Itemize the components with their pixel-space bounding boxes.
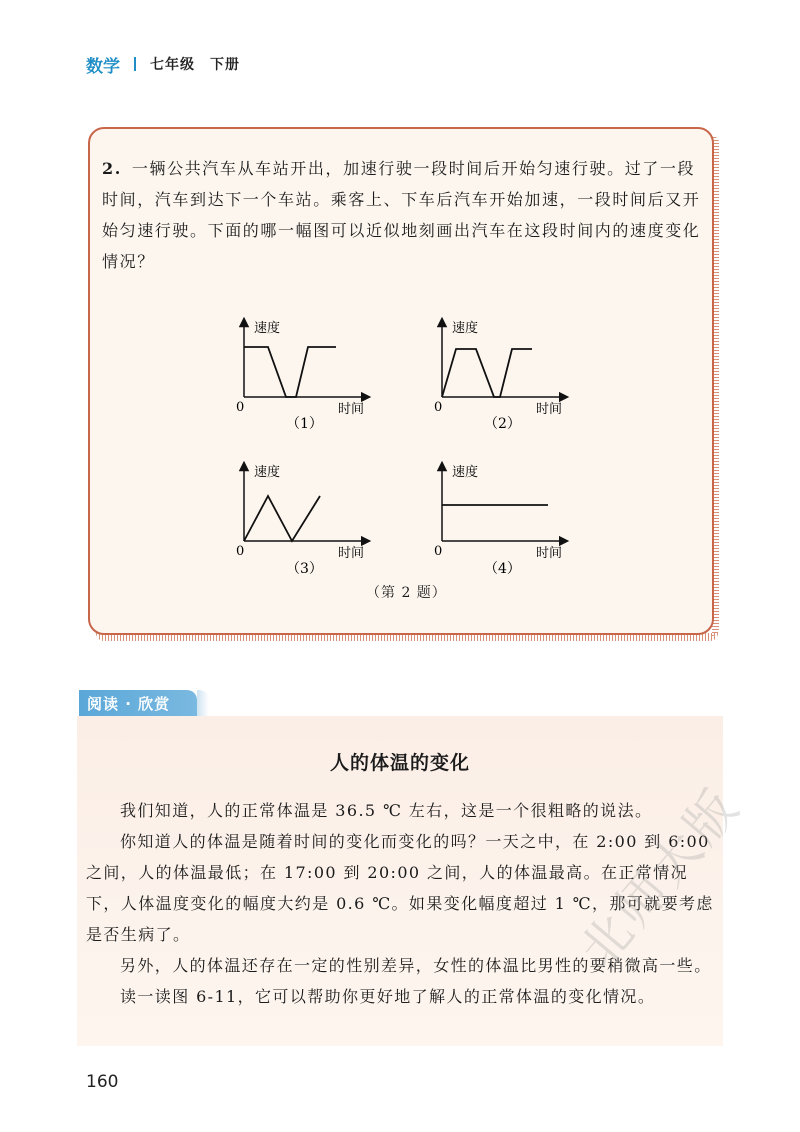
reading-paragraph-4: 读一读图 6-11，它可以帮助你更好地了解人的正常体温的变化情况。: [120, 987, 656, 1006]
graph-4-y-label: 速度: [452, 465, 479, 480]
graph-3-caption: （3）: [286, 561, 323, 577]
graph-1: [236, 320, 366, 432]
reading-tab-fade: [197, 690, 209, 716]
graph-1-curve: [244, 347, 336, 397]
reading-title: 人的体温的变化: [329, 752, 470, 774]
subject-label: 数学: [86, 56, 120, 77]
reading-paragraph-3: 另外，人的体温还存在一定的性别差异，女性的体温比男性的要稍微高一些。: [120, 956, 712, 975]
graph-2-caption: （2）: [484, 416, 521, 432]
graph-3-origin: 0: [236, 544, 245, 559]
graph-1-caption: （1）: [286, 416, 323, 432]
publisher-watermark: 北师大版: [568, 776, 752, 980]
graph-2-curve: [442, 349, 532, 397]
reading-paragraph-2: 你知道人的体温是随着时间的变化而变化的吗？一天之中，在 2:00 到 6:00 之间，人的体温最低；在 17:00 到 20:00 之间，人的体温最高。在正常情况下，人体温度变化的幅度大约是 0.6 ℃。如果变化幅度超过 1 ℃，那可就要考虑是否生病了。: [86, 832, 714, 944]
graph-2-origin: 0: [434, 400, 443, 415]
graph-2-y-label: 速度: [452, 321, 479, 336]
graph-4-origin: 0: [434, 544, 443, 559]
question-number: 2.: [102, 159, 122, 178]
graph-2-x-label: 时间: [536, 402, 563, 417]
figure-caption: （第 2 题）: [366, 585, 447, 601]
graph-1-origin: 0: [236, 400, 245, 415]
graph-3-x-label: 时间: [338, 546, 365, 561]
graph-3-y-label: 速度: [254, 465, 281, 480]
graph-1-y-label: 速度: [254, 321, 281, 336]
question-text: 一辆公共汽车从车站开出，加速行驶一段时间后开始匀速行驶。过了一段时间，汽车到达下一个车站。乘客上、下车后汽车开始加速，一段时间后又开始匀速行驶。下面的哪一幅图可以近似地刻画出汽车在这段时间内的速度变化情况？: [102, 159, 701, 271]
graph-3-curve: [244, 496, 320, 541]
graph-4: [434, 464, 564, 577]
grade-label: 七年级 下册: [150, 57, 240, 73]
graph-3: [236, 464, 366, 577]
graph-2: [434, 320, 564, 432]
graph-4-caption: （4）: [484, 561, 521, 577]
reading-paragraph-1: 我们知道，人的正常体温是 36.5 ℃ 左右，这是一个很粗略的说法。: [120, 801, 653, 820]
graph-1-x-label: 时间: [338, 402, 365, 417]
graph-4-x-label: 时间: [536, 546, 563, 561]
page-number: 160: [86, 1072, 119, 1092]
reading-section-tab: 阅读 · 欣赏: [79, 690, 197, 716]
